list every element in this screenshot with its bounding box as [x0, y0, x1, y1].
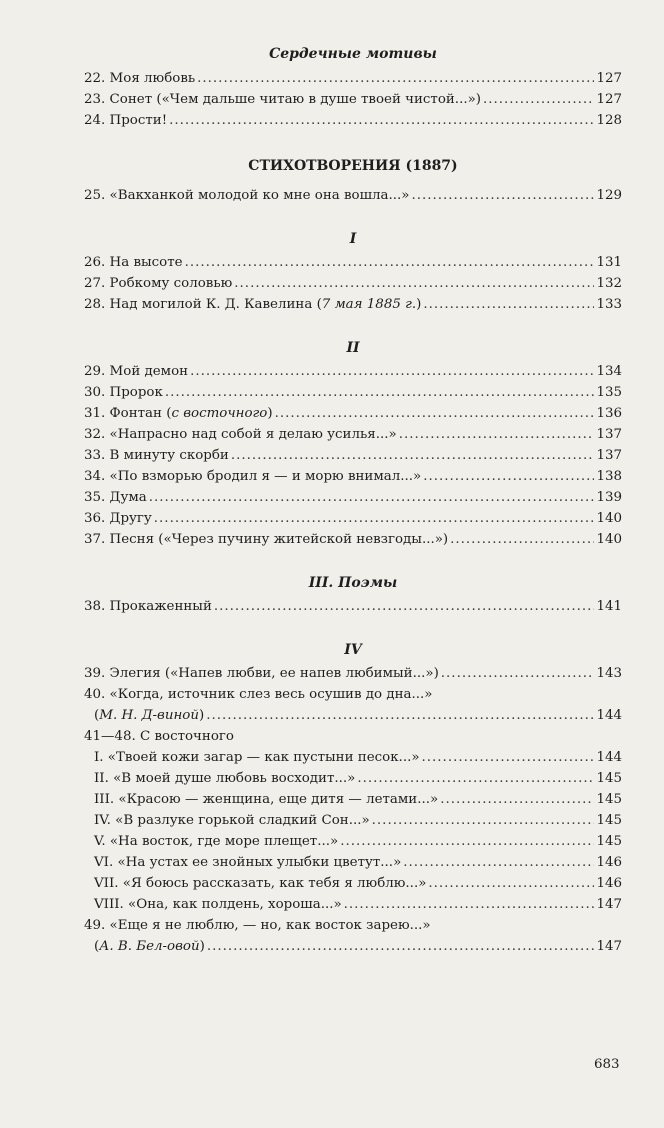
dot-leader [411, 185, 594, 206]
toc-entry-page: 146 [596, 876, 622, 891]
toc-entry-page: 139 [596, 490, 622, 505]
dot-leader [275, 403, 595, 424]
toc-entry-title-text: 36. Другу [84, 511, 152, 526]
toc-entry-title [84, 508, 152, 529]
dot-leader [399, 424, 595, 445]
toc-entry-title-text: 35. Дума [84, 490, 147, 505]
toc-entry-page: 147 [596, 939, 622, 954]
toc-entry [84, 663, 622, 684]
dot-leader [403, 852, 594, 873]
toc-entry-title [84, 663, 439, 684]
toc-entry [84, 747, 622, 768]
toc-entry-title-suffix: ) [198, 708, 205, 723]
dot-leader [231, 445, 595, 466]
toc-entry-title-text: 32. «Напрасно над собой я делаю усилья...» [84, 427, 397, 442]
toc-entry-title [84, 361, 188, 382]
toc-entry-title-text: III. «Красою — женщина, еще дитя — летами...» [94, 792, 439, 807]
toc-entry-page: 147 [596, 897, 622, 912]
toc-entry-title-text: 34. «По взморью бродил я — и морю внимал...» [84, 469, 422, 484]
toc-entry [84, 852, 622, 873]
page-number: 683 [594, 1057, 620, 1072]
toc-entry-title-text: 39. Элегия («Напев любви, ее напев любимый...») [84, 666, 439, 681]
toc-entry-title [84, 403, 273, 424]
toc-entry-title-text: 30. Пророк [84, 385, 163, 400]
toc-entry-title [94, 810, 370, 831]
toc-entry-title [84, 424, 397, 445]
dot-leader [207, 936, 595, 957]
toc-entry-title [94, 831, 338, 852]
toc-entry-page: 132 [596, 276, 622, 291]
toc-entry-title [94, 747, 420, 768]
toc-entry [84, 382, 622, 403]
section-heading: II [346, 340, 360, 356]
toc-entry [84, 403, 622, 424]
toc-entry-title: 40. «Когда, источник слез весь осушив до дна...» [84, 687, 433, 702]
dot-leader [185, 252, 595, 273]
toc-entry [84, 873, 622, 894]
dot-leader [340, 831, 594, 852]
toc-entry-title [84, 68, 195, 89]
toc-entry [84, 185, 622, 206]
dot-leader [169, 110, 594, 131]
dot-leader [372, 810, 595, 831]
toc-entry-title [84, 529, 448, 550]
toc-entry [84, 252, 622, 273]
toc-entry [84, 68, 622, 89]
toc-entry-title-text: 23. Сонет («Чем дальше читаю в душе твоей чистой...») [84, 92, 481, 107]
toc-entry-title-text: 37. Песня («Через пучину житейской невзгоды...») [84, 532, 449, 547]
toc-entry [84, 936, 622, 957]
toc-entry-title-italic: А. В. Бел-овой [99, 939, 200, 954]
toc-entry-title-text: 28. Над могилой К. Д. Кавелина ( [84, 297, 322, 312]
toc-entry-title-text: 26. На высоте [84, 255, 183, 270]
dot-leader [154, 508, 595, 529]
section-heading: IV [344, 642, 362, 658]
section-heading: СТИХОТВОРЕНИЯ (1887) [248, 158, 458, 174]
toc-entry-title [94, 873, 426, 894]
toc-entry [84, 831, 622, 852]
toc-entry-page: 146 [596, 855, 622, 870]
toc-entry-page: 129 [596, 188, 622, 203]
toc-entry-title-text: II. «В моей душе любовь восходит...» [94, 771, 356, 786]
toc-entry-page: 137 [596, 448, 622, 463]
toc-entry-page: 137 [596, 427, 622, 442]
toc-entry-title-italic: с восточного [171, 406, 268, 421]
toc-entry-page: 145 [596, 792, 622, 807]
toc-entry-page: 138 [596, 469, 622, 484]
toc-entry-title [94, 936, 205, 957]
toc-entry-title: 49. «Еще я не люблю, — но, как восток зарею...» [84, 918, 431, 933]
toc-entry-page: 143 [596, 666, 622, 681]
toc-entry-title-text: 22. Моя любовь [84, 71, 196, 86]
toc-entry-title-text: 24. Прости! [84, 113, 168, 128]
toc-entry-title-text: V. «На восток, где море плещет...» [94, 834, 339, 849]
toc-entry [84, 424, 622, 445]
toc-entry-page: 144 [596, 750, 622, 765]
toc-entry-title-suffix: ) [416, 297, 422, 312]
toc-entry [84, 705, 622, 726]
toc-entry-title: 41—48. С восточного [84, 729, 234, 744]
toc-entry [84, 894, 622, 915]
toc-entry [84, 487, 622, 508]
toc-entry-title-text: ( [94, 708, 100, 723]
dot-leader [483, 89, 594, 110]
toc-entry-page: 127 [596, 92, 622, 107]
toc-entry-title [84, 596, 212, 617]
table-of-contents [84, 40, 622, 957]
toc-entry-title-text: VI. «На устах ее знойных улыбки цветут...» [94, 855, 402, 870]
dot-leader [149, 487, 595, 508]
toc-entry-page: 141 [596, 599, 622, 614]
toc-entry-title [84, 273, 232, 294]
toc-entry-title-text: 25. «Вакханкой молодой ко мне она вошла...» [84, 188, 410, 203]
toc-entry-title [84, 487, 147, 508]
toc-entry-title-text: VII. «Я боюсь рассказать, как тебя я люблю...» [94, 876, 427, 891]
toc-entry-page: 135 [596, 385, 622, 400]
toc-entry [84, 810, 622, 831]
toc-entry [84, 789, 622, 810]
toc-entry-title-italic: М. Н. Д-виной [99, 708, 199, 723]
toc-entry [84, 445, 622, 466]
dot-leader [428, 873, 594, 894]
toc-entry-page: 134 [596, 364, 622, 379]
toc-entry [84, 361, 622, 382]
toc-entry [84, 466, 622, 487]
toc-entry-title [84, 110, 167, 131]
dot-leader [441, 663, 595, 684]
dot-leader [234, 273, 594, 294]
toc-entry-page: 140 [596, 511, 622, 526]
toc-entry-page: 131 [596, 255, 622, 270]
toc-entry-title [84, 185, 409, 206]
toc-entry-page: 127 [596, 71, 622, 86]
toc-entry-title-text: ( [94, 939, 100, 954]
toc-entry-page: 136 [596, 406, 622, 421]
toc-entry-title [84, 382, 163, 403]
toc-entry-title-text: VIII. «Она, как полдень, хороша...» [94, 897, 342, 912]
toc-entry-page: 145 [596, 813, 622, 828]
toc-entry-title [94, 705, 204, 726]
dot-leader [214, 596, 595, 617]
dot-leader [206, 705, 594, 726]
toc-entry-title-text: 27. Робкому соловью [84, 276, 233, 291]
section-heading: I [349, 231, 357, 247]
toc-entry-title-italic: 7 мая 1885 г. [321, 297, 417, 312]
toc-entry-title [94, 789, 438, 810]
toc-entry-title-text: 31. Фонтан ( [84, 406, 172, 421]
toc-entry-title [84, 466, 421, 487]
toc-entry-title-text: IV. «В разлуке горькой сладкий Сон...» [94, 813, 370, 828]
toc-entry-title [84, 252, 183, 273]
dot-leader [165, 382, 595, 403]
toc-entry-title-text: 38. Прокаженный [84, 599, 212, 614]
toc-entry [84, 596, 622, 617]
toc-entry-title [84, 445, 229, 466]
toc-entry-title-suffix: ) [199, 939, 205, 954]
dot-leader [357, 768, 594, 789]
toc-entry-page: 133 [596, 297, 622, 312]
dot-leader [423, 294, 594, 315]
section-heading: III. Поэмы [308, 575, 398, 591]
toc-entry-title-suffix: ) [267, 406, 273, 421]
toc-entry [84, 273, 622, 294]
toc-entry-page: 144 [596, 708, 622, 723]
toc-entry-title [84, 294, 421, 315]
toc-entry-title [94, 894, 342, 915]
dot-leader [190, 361, 594, 382]
dot-leader [197, 68, 594, 89]
toc-entry [84, 110, 622, 131]
toc-entry [84, 768, 622, 789]
section-heading: Сердечные мотивы [269, 46, 437, 62]
toc-entry-title [84, 89, 481, 110]
toc-entry [84, 508, 622, 529]
dot-leader [344, 894, 595, 915]
toc-entry-page: 128 [596, 113, 622, 128]
dot-leader [423, 466, 594, 487]
toc-entry [84, 89, 622, 110]
toc-entry-page: 145 [596, 834, 622, 849]
toc-entry-title [94, 768, 355, 789]
dot-leader [450, 529, 594, 550]
toc-entry [84, 294, 622, 315]
toc-entry-title-text: 29. Мой демон [84, 364, 189, 379]
dot-leader [422, 747, 595, 768]
toc-entry-page: 145 [596, 771, 622, 786]
toc-entry-title [94, 852, 401, 873]
toc-entry-title-text: 33. В минуту скорби [84, 448, 229, 463]
toc-entry-title-text: I. «Твоей кожи загар — как пустыни песок...» [94, 750, 420, 765]
dot-leader [440, 789, 594, 810]
toc-entry-page: 140 [596, 532, 622, 547]
toc-entry [84, 529, 622, 550]
